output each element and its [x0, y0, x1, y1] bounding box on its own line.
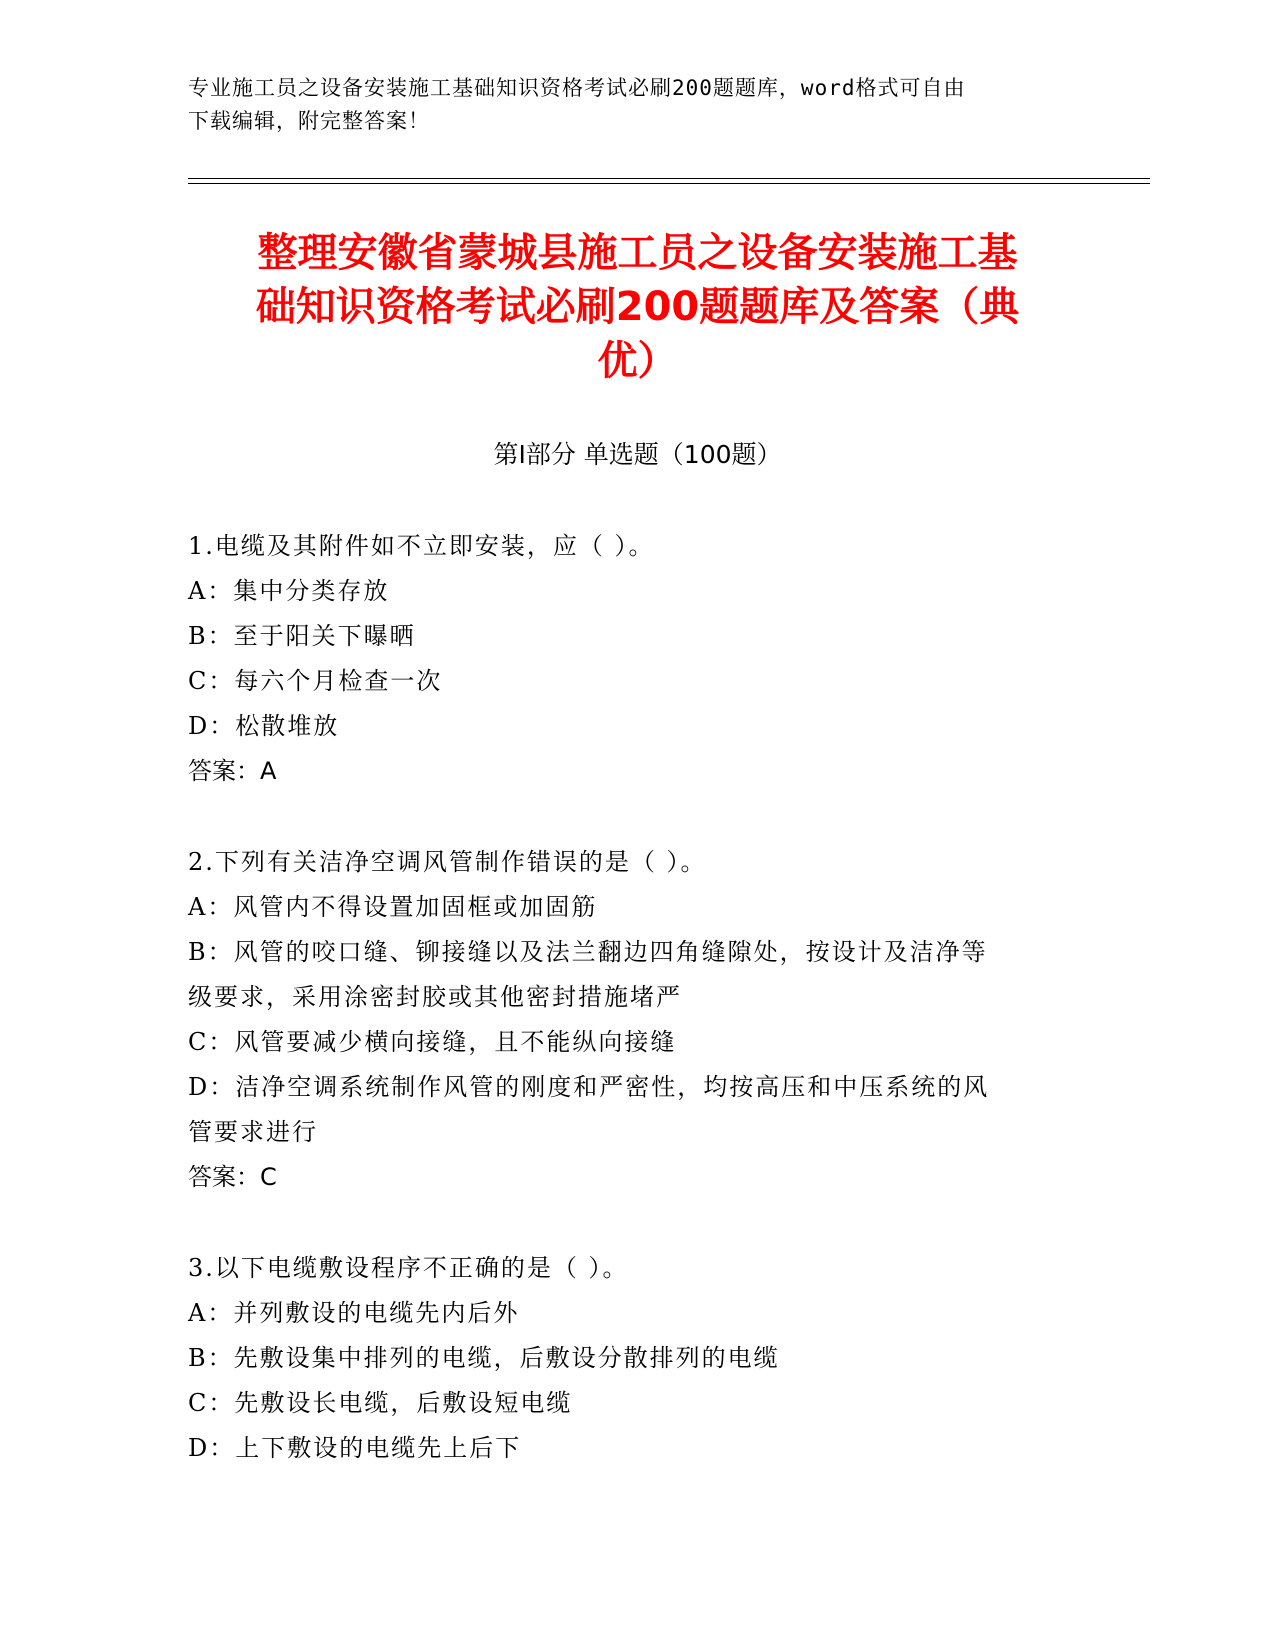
- question-1: [188, 524, 1088, 794]
- header-note-line-2: 下载编辑，附完整答案！: [188, 109, 430, 133]
- answer: 答案：C: [188, 1163, 277, 1191]
- option-b: B：至于阳关下曝晒: [188, 622, 416, 650]
- question-stem: 3.以下电缆敷设程序不正确的是（ ）。: [188, 1254, 629, 1282]
- option-b: B：先敷设集中排列的电缆，后敷设分散排列的电缆: [188, 1344, 780, 1372]
- option-a: A：集中分类存放: [188, 577, 390, 605]
- header-rule-top: [188, 178, 1150, 179]
- document-title-line-3: 优）: [597, 338, 678, 384]
- option-a: A：风管内不得设置加固框或加固筋: [188, 893, 598, 921]
- option-b: B：风管的咬口缝、铆接缝以及法兰翻边四角缝隙处，按设计及洁净等: [188, 938, 988, 966]
- option-d-continued: 管要求进行: [188, 1118, 318, 1146]
- header-rule-bottom: [188, 183, 1150, 184]
- option-d: D：松散堆放: [188, 712, 340, 740]
- document-title: [170, 226, 1105, 388]
- question-stem: 2.下列有关洁净空调风管制作错误的是（ ）。: [188, 848, 707, 876]
- question-2: [188, 840, 1088, 1200]
- option-b-continued: 级要求，采用涂密封胶或其他密封措施堵严: [188, 983, 682, 1011]
- option-c: C：每六个月检查一次: [188, 667, 443, 695]
- option-d: D：洁净空调系统制作风管的刚度和严密性，均按高压和中压系统的风: [188, 1073, 990, 1101]
- question-stem: 1.电缆及其附件如不立即安装，应（ ）。: [188, 532, 655, 560]
- question-3: [188, 1246, 1088, 1471]
- header-note-line-1: 专业施工员之设备安装施工基础知识资格考试必刷200题题库，word格式可自由: [188, 76, 966, 100]
- option-a: A：并列敷设的电缆先内后外: [188, 1299, 520, 1327]
- answer: 答案：A: [188, 757, 277, 785]
- document-title-line-2: 础知识资格考试必刷200题题库及答案（典: [255, 284, 1020, 330]
- document-title-line-1: 整理安徽省蒙城县施工员之设备安装施工基: [257, 230, 1018, 276]
- header-note: [188, 72, 1088, 138]
- option-c: C：先敷设长电缆，后敷设短电缆: [188, 1389, 573, 1417]
- option-c: C：风管要减少横向接缝，且不能纵向接缝: [188, 1028, 677, 1056]
- section-title: 第Ⅰ部分 单选题（100题）: [493, 440, 782, 469]
- option-d: D：上下敷设的电缆先上后下: [188, 1434, 522, 1462]
